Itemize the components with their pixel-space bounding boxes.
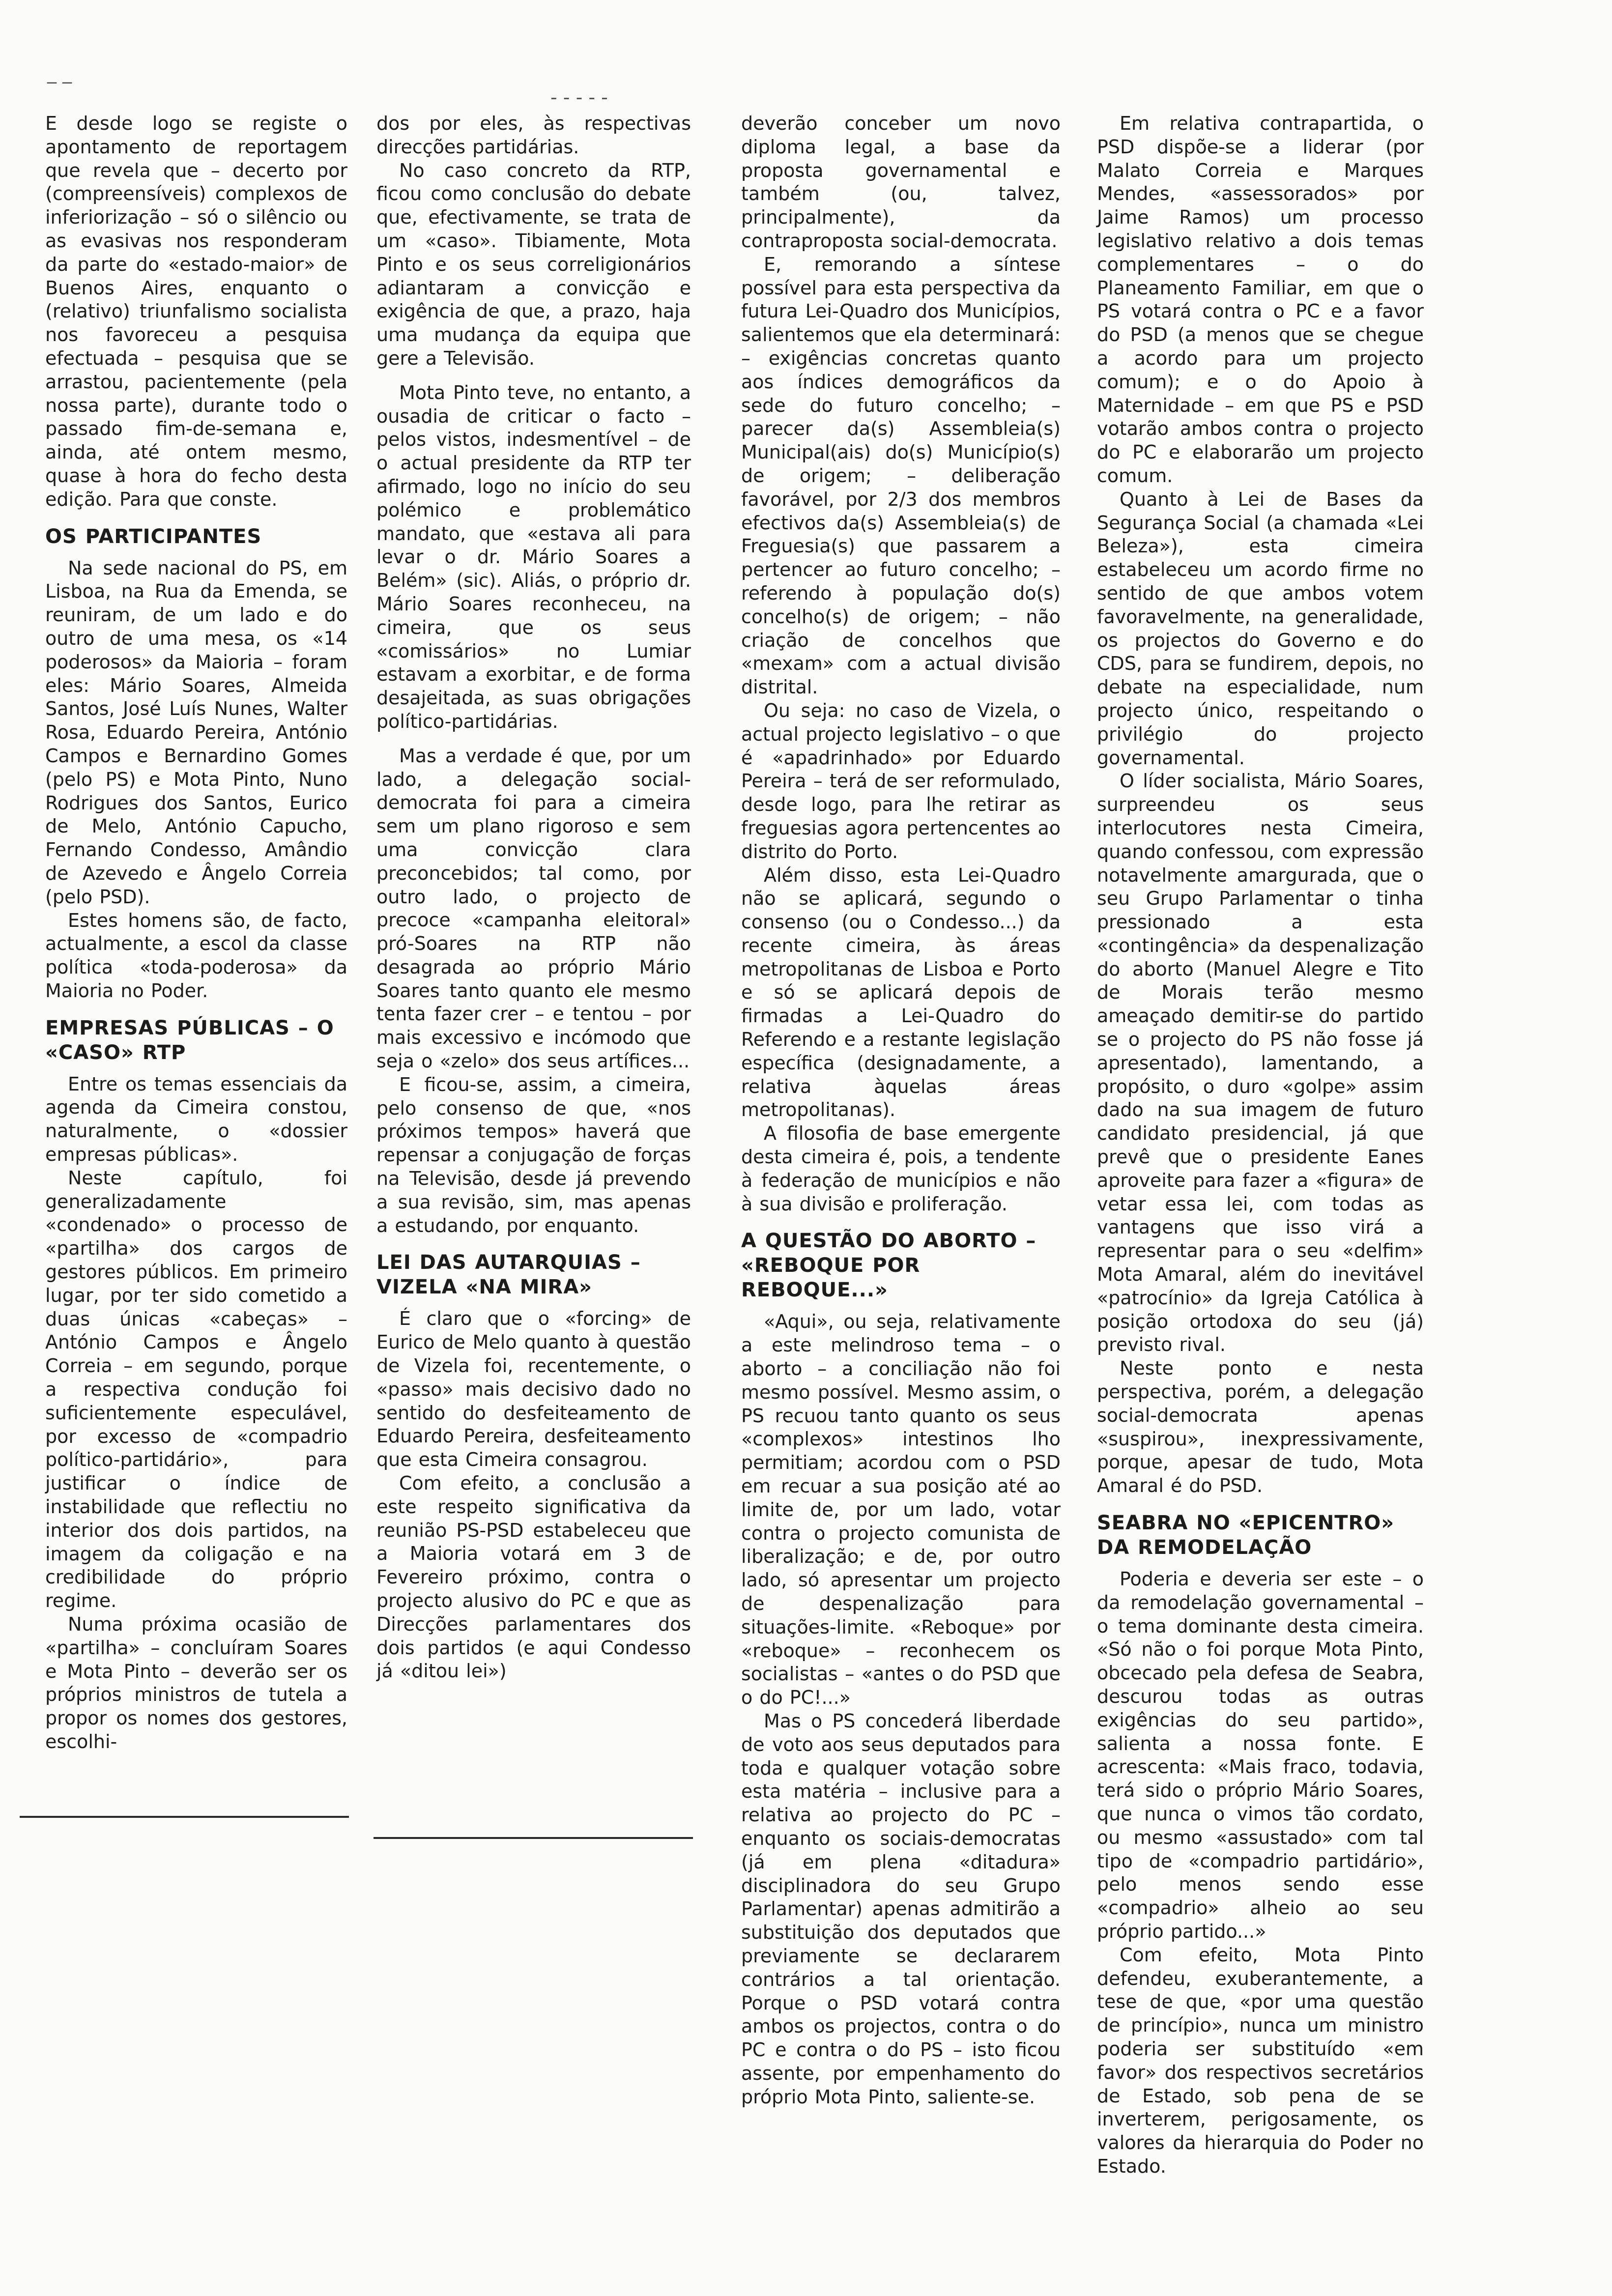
article-paragraph: «Aqui», ou seja, relativamente a este melindroso tema – o aborto – a conciliação não foi mesmo possível. Mesmo assim, o PS recuou tanto quanto os seus «complexos» intestinos lho permitiam; acordou com o PSD em recuar a sua posição até ao limite de, por um lado, votar contra o projecto comunista de liberalização; e de, por outro lado, só apresentar um projecto de despenalização para situações-limite. «Reboque» por «reboque» – reconhecem os socialistas – «antes o do PSD que o do PC!...»: [741, 1311, 1061, 1709]
article-paragraph: A filosofia de base emergente desta cimeira é, pois, a tendente à federação de municípios e não à sua divisão e proliferação.: [741, 1122, 1061, 1215]
article-paragraph: Estes homens são, de facto, actualmente, a escol da classe política «toda-poderosa» da Maioria no Poder.: [45, 909, 347, 1002]
article-paragraph: Neste capítulo, foi generalizadamente «condenado» o processo de «partilha» dos cargos de gestores públicos. Em primeiro lugar, por ter sido cometido a duas únicas «cabeças» – António Campos e Ângelo Correia – em segundo, porque a respectiva condução foi suficientemente especulável, por excesso de «compadrio político-partidário», para justificar o índice de instabilidade que reflectiu no interior dos dois partidos, na imagem da coligação e na credibilidade do próprio regime.: [45, 1167, 347, 1612]
section-heading: EMPRESAS PÚBLICAS – O «CASO» RTP: [45, 1016, 334, 1064]
section-heading: LEI DAS AUTARQUIAS – VIZELA «NA MIRA»: [376, 1251, 641, 1299]
article-paragraph: Em relativa contrapartida, o PSD dispõe-se a liderar (por Malato Correia e Marques Mendes, «assessorados» por Jaime Ramos) um processo legislativo relativo a dois temas complementares – o do Planeamento Familiar, em que o PS votará contra o PC e a favor do PSD (a menos que se chegue a acordo para um projecto comum); e o do Apoio à Maternidade – em que PS e PSD votarão ambos contra o projecto do PC e elaborarão um projecto comum.: [1097, 113, 1424, 487]
page-corner-mark: _ _: [47, 62, 72, 84]
article-paragraph: dos por eles, às respectivas direcções partidárias.: [376, 113, 691, 158]
section-heading: A QUESTÃO DO ABORTO – «REBOQUE POR REBOQUE...»: [741, 1230, 1036, 1302]
article-paragraph: deverão conceber um novo diploma legal, a base da proposta governamental e também (ou, talvez, principalmente), da contraproposta social-democrata.: [741, 113, 1061, 252]
column-1-bottom-rule: [20, 1816, 349, 1818]
section-heading: OS PARTICIPANTES: [45, 525, 262, 548]
article-column-3: [741, 112, 1061, 2109]
article-column-2: [376, 112, 691, 1683]
article-paragraph: Mota Pinto teve, no entanto, a ousadia de criticar o facto – pelos vistos, indesmentível – de o actual presidente da RTP ter afirmado, logo no início do seu polémico e problemático mandato, que «estava ali para levar o dr. Mário Soares a Belém» (sic). Aliás, o próprio dr. Mário Soares reconheceu, na cimeira, que os seus «comissários» no Lumiar estavam a exorbitar, e de forma desajeitada, as suas obrigações político-partidárias.: [376, 381, 691, 732]
article-paragraph: E ficou-se, assim, a cimeira, pelo consenso de que, «nos próximos tempos» haverá que repensar a conjugação de forças na Televisão, desde já prevendo a sua revisão, sim, mas apenas a estudando, por enquanto.: [376, 1073, 691, 1236]
article-paragraph: Além disso, esta Lei-Quadro não se aplicará, segundo o consenso (ou o Condesso...) da recente cimeira, às áreas metropolitanas de Lisboa e Porto e só se aplicará depois de firmadas a Lei-Quadro do Referendo e a restante legislação específica (designadamente, a relativa àquelas áreas metropolitanas).: [741, 864, 1061, 1121]
article-paragraph: Poderia e deveria ser este – o da remodelação governamental – o tema dominante desta cimeira. «Só não o foi porque Mota Pinto, obcecado pela defesa de Seabra, descurou todas as outras exigências do seu partido», salienta a nossa fonte. E acrescenta: «Mais fraco, todavia, terá sido o próprio Mário Soares, que nunca o vimos tão cordato, ou mesmo «assustado» com tal tipo de «compadrio partidário», pelo menos sendo esse «compadrio» alheio ao seu próprio partido...»: [1097, 1568, 1424, 1942]
article-column-1: [45, 112, 347, 1754]
article-column-4: [1097, 112, 1424, 2179]
page-top-mark: - - - - -: [550, 86, 608, 108]
article-paragraph: Numa próxima ocasião de «partilha» – concluíram Soares e Mota Pinto – deverão ser os próprios ministros de tutela a propor os nomes dos gestores, escolhi-: [45, 1613, 347, 1752]
article-paragraph: É claro que o «forcing» de Eurico de Melo quanto à questão de Vizela foi, recentemente, o «passo» mais decisivo dado no sentido do desfeiteamento de Eduardo Pereira, desfeiteamento que esta Cimeira consagrou.: [376, 1308, 691, 1471]
section-heading: SEABRA NO «EPICENTRO» DA REMODELAÇÃO: [1097, 1512, 1395, 1559]
article-paragraph: Com efeito, a conclusão a este respeito significativa da reunião PS-PSD estabeleceu que a Maioria votará em 3 de Fevereiro próximo, contra o projecto alusivo do PC e que as Direcções parlamentares dos dois partidos (e aqui Condesso já «ditou lei»): [376, 1472, 691, 1682]
article-paragraph: Ou seja: no caso de Vizela, o actual projecto legislativo – o que é «apadrinhado» por Eduardo Pereira – terá de ser reformulado, desde logo, para lhe retirar as freguesias agora pertencentes ao distrito do Porto.: [741, 699, 1061, 862]
article-paragraph: Na sede nacional do PS, em Lisboa, na Rua da Emenda, se reuniram, de um lado e do outro de uma mesa, os «14 poderosos» da Maioria – foram eles: Mário Soares, Almeida Santos, José Luís Nunes, Walter Rosa, Eduardo Pereira, António Campos e Bernardino Gomes (pelo PS) e Mota Pinto, Nuno Rodrigues dos Santos, Eurico de Melo, António Capucho, Fernando Condesso, Amândio de Azevedo e Ângelo Correia (pelo PSD).: [45, 557, 347, 908]
article-paragraph: Mas a verdade é que, por um lado, a delegação social-democrata foi para a cimeira sem um plano rigoroso e sem uma convicção clara preconcebidos; tal como, por outro lado, o projecto de precoce «campanha eleitoral» pró-Soares na RTP não desagrada ao próprio Mário Soares tanto quanto ele mesmo tenta fazer crer – e tentou – por mais excessivo e incómodo que seja o «zelo» dos seus artífices...: [376, 745, 691, 1072]
article-paragraph: Com efeito, Mota Pinto defendeu, exuberantemente, a tese de que, «por uma questão de princípio», nunca um ministro poderia ser substituído «em favor» dos respectivos secretários de Estado, sob pena de se inverterem, perigosamente, os valores da hierarquia do Poder no Estado.: [1097, 1944, 1424, 2177]
article-paragraph: O líder socialista, Mário Soares, surpreendeu os seus interlocutores nesta Cimeira, quando confessou, com expressão notavelmente amargurada, que o seu Grupo Parlamentar o tinha pressionado a esta «contingência» da despenalização do aborto (Manuel Alegre e Tito de Morais terão mesmo ameaçado demitir-se do partido se o projecto do PS não fosse já apresentado), lamentando, a propósito, o duro «golpe» assim dado na sua imagem de futuro candidato presidencial, já que prevê que o presidente Eanes aproveite para fazer a «figura» de vetar essa lei, com todas as vantagens que isso virá a representar para o seu «delfim» Mota Amaral, além do inevitável «patrocínio» da Igreja Católica à posição ortodoxa do seu (já) previsto rival.: [1097, 770, 1424, 1356]
article-paragraph: No caso concreto da RTP, ficou como conclusão do debate que, efectivamente, se trata de um «caso». Tibiamente, Mota Pinto e os seus correligionários adiantaram a convicção e exigência de que, a prazo, haja uma mudança da equipa que gere a Televisão.: [376, 159, 691, 369]
article-paragraph: Entre os temas essenciais da agenda da Cimeira constou, naturalmente, o «dossier empresas públicas».: [45, 1073, 347, 1166]
article-paragraph: Mas o PS concederá liberdade de voto aos seus deputados para toda e qualquer votação sobre esta matéria – inclusive para a relativa ao projecto do PC – enquanto os sociais-democratas (já em plena «ditadura» disciplinadora do seu Grupo Parlamentar) apenas admitirão a substituição dos deputados que previamente se declararem contrários a tal orientação. Porque o PSD votará contra ambos os projectos, contra o do PC e contra o do PS – isto ficou assente, por empenhamento do próprio Mota Pinto, saliente-se.: [741, 1710, 1061, 2108]
article-paragraph: E, remorando a síntese possível para esta perspectiva da futura Lei-Quadro dos Municípios, salientemos que ela determinará: – exigências concretas quanto aos índices demográficos da sede do futuro concelho; – parecer da(s) Assembleia(s) Municipal(ais) do(s) Município(s) de origem; – deliberação favorável, por 2/3 dos membros efectivos da(s) Assembleia(s) de Freguesia(s) que passarem a pertencer ao futuro concelho; – referendo à população do(s) concelho(s) de origem; – não criação de concelhos que «mexam» com a actual divisão distrital.: [741, 253, 1061, 698]
column-2-bottom-rule: [374, 1837, 693, 1839]
article-paragraph: Neste ponto e nesta perspectiva, porém, a delegação social-democrata apenas «suspirou», inexpressivamente, porque, apesar de tudo, Mota Amaral é do PSD.: [1097, 1357, 1424, 1497]
article-paragraph: Quanto à Lei de Bases da Segurança Social (a chamada «Lei Beleza»), esta cimeira estabeleceu um acordo firme no sentido de que ambos votem favoravelmente, na generalidade, os projectos do Governo e do CDS, para se fundirem, depois, no debate na especialidade, num projecto único, respeitando o privilégio do projecto governamental.: [1097, 488, 1424, 769]
article-paragraph: E desde logo se registe o apontamento de reportagem que revela que – decerto por (compreensíveis) complexos de inferiorização – só o silêncio ou as evasivas nos responderam da parte do «estado-maior» de Buenos Aires, enquanto o (relativo) triunfalismo socialista nos favoreceu a pesquisa efectuada – pesquisa que se arrastou, pacientemente (pela nossa parte), durante todo o passado fim-de-semana e, ainda, até ontem mesmo, quase à hora do fecho desta edição. Para que conste.: [45, 113, 347, 510]
